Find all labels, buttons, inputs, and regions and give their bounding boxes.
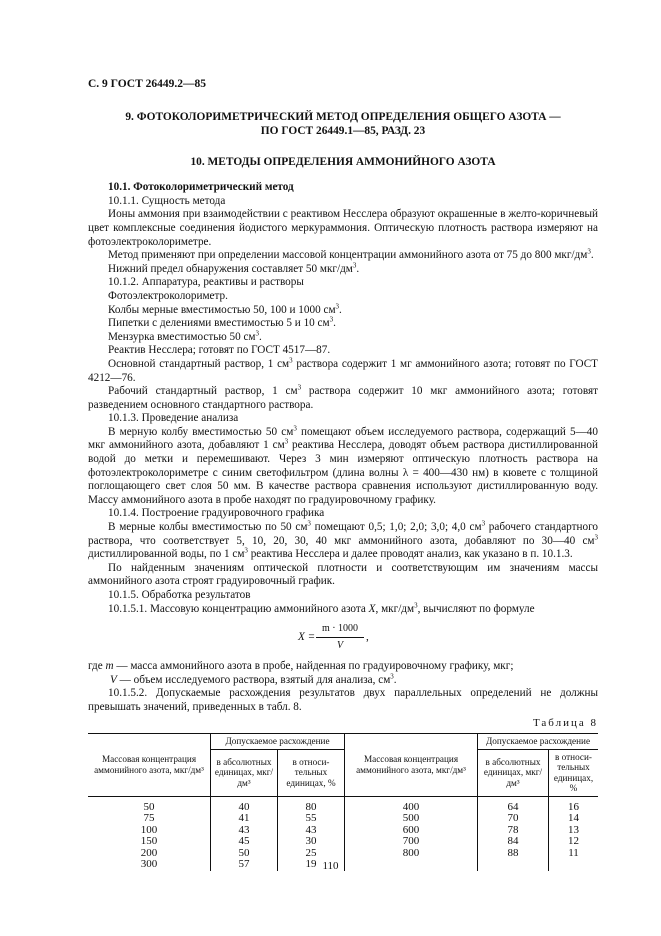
- header-absolute-right: в абсолютных единицах, мкг/дм³: [478, 749, 549, 796]
- where-v: V — объем исследуемого раствора, взятый для анализа, $см^3$.: [110, 672, 397, 686]
- header-relative-left: в относи-тельных единицах, %: [278, 749, 345, 796]
- header-concentration-left: Массовая концентрация аммонийного азота, мкг/дм³: [88, 734, 211, 797]
- formula-lhs: X =: [298, 631, 316, 644]
- table-row: 50 40 80 400 64 16: [88, 796, 598, 813]
- section-9-title-line-2: ПО ГОСТ 26449.1—85, РАЗД. 23: [260, 124, 426, 137]
- section-9-title-line-1: 9. ФОТОКОЛОРИМЕТРИЧЕСКИЙ МЕТОД ОПРЕДЕЛЕНИЯ ОБЩЕГО АЗОТА —: [125, 110, 561, 123]
- subsection-10-1-1: 10.1.1. Сущность метода: [108, 194, 226, 207]
- page-number: 110: [322, 860, 339, 872]
- tolerance-paragraph: 10.1.5.2. Допускаемые расхождения результатов двух параллельных определений не должны превышать значений, приведенных в табл. 8.: [88, 687, 598, 713]
- item-working-solution: Рабочий стандартный раствор, 1 $см^3$ раствора содержит 10 мкг аммонийного азота; готовят разведением основного стандартного раствора.: [88, 383, 598, 411]
- section-9-title: [88, 110, 598, 138]
- header-absolute-left: в абсолютных единицах, мкг/дм³: [211, 749, 278, 796]
- formula-numerator: m · 1000: [316, 622, 364, 638]
- analysis-paragraph: В мерную колбу вместимостью 50 $см^3$ помещают объем исследуемого раствора, содержащий 5—40 мкг аммонийного азота, добавляют 1 $см^3$ реактива Несслера, доводят объем раствора дистиллированной водой до метки и перемешивают. Через 3 мин измеряют оптическую плотность раствора на фотоэлектроколориметре с синим светофильтром (длина волны λ = 400—430 нм) в кювете с толщиной поглощающего свет слоя 50 мм. В качестве раствора сравнения используют дистиллированную воду. Массу аммонийного азота в пробе находят по градуировочному графику.: [88, 424, 598, 506]
- item-photocolorimeter: Фотоэлектроколориметр.: [108, 289, 228, 302]
- table-row: 300 57 19: [88, 859, 598, 871]
- table-row: 150 45 30 700 84 12: [88, 836, 598, 848]
- header-tolerance-left: Допускаемое расхождение: [211, 734, 345, 750]
- formula-comma: ,: [366, 631, 369, 644]
- item-nessler-reagent: Реактив Несслера; готовят по ГОСТ 4517—87.: [108, 344, 331, 357]
- item-flasks: Колбы мерные вместимостью 50, 100 и 1000 $см^3$.: [108, 301, 342, 316]
- subsection-10-1-4: 10.1.4. Построение градуировочного графика: [108, 507, 325, 520]
- item-stock-solution: Основной стандартный раствор, 1 $см^3$ раствора содержит 1 мг аммонийного азота; готовят по ГОСТ 4212—76.: [88, 356, 598, 384]
- principle-paragraph: Ионы аммония при взаимодействии с реактивом Несслера образуют окрашенные в желто-коричневый цвет комплексные соединения йодистого меркураммония. Оптическую плотность раствора измеряют на фотоэлектроколориметре.: [88, 208, 598, 248]
- where-m: где m — масса аммонийного азота в пробе, найденная по градуировочному графику, мкг;: [88, 660, 514, 673]
- detection-limit-paragraph: Нижний предел обнаружения составляет 50 мкг/$дм^3$.: [108, 261, 360, 275]
- range-paragraph: Метод применяют при определении массовой концентрации аммонийного азота от 75 до 800 мкг/$дм^3$.: [108, 247, 594, 262]
- header-tolerance-right: Допускаемое расхождение: [478, 734, 599, 750]
- section-10-title: 10. МЕТОДЫ ОПРЕДЕЛЕНИЯ АММОНИЙНОГО АЗОТА: [190, 155, 496, 168]
- table-row: 100 43 43 600 78 13: [88, 825, 598, 837]
- graph-paragraph: По найденным значениям оптической плотности и соответствующим им значениям массы аммонийного азота строят градуировочный график.: [88, 561, 598, 588]
- item-pipettes: Пипетки с делениями вместимостью 5 и 10 $см^3$.: [108, 315, 336, 330]
- formula-denominator: V: [336, 639, 344, 651]
- header-concentration-right: Массовая концентрация аммонийного азота, мкг/дм³: [345, 734, 478, 797]
- subsection-10-1: 10.1. Фотоколориметрический метод: [108, 181, 294, 194]
- header-relative-right: в относи-тельных единицах, %: [549, 749, 599, 796]
- table-caption: Таблица 8: [532, 716, 598, 729]
- page-header: С. 9 ГОСТ 26449.2—85: [88, 78, 207, 90]
- document-page: [88, 78, 598, 871]
- calibration-paragraph: В мерные колбы вместимостью по 50 $см^3$ помещают 0,5; 1,0; 2,0; 3,0; 4,0 $см^3$ рабочего стандартного раствора, что соответствует 5, 10, 20, 30, 40 мкг аммонийного азота, добавляют по 30—40 $см^3$ дистиллированной воды, по 1 $см^3$ реактива Несслера и далее проводят анализ, как указано в п. 10.1.3.: [88, 519, 599, 561]
- subsection-10-1-5: 10.1.5. Обработка результатов: [108, 589, 251, 601]
- subsection-10-1-3: 10.1.3. Проведение анализа: [108, 412, 239, 425]
- table-row: 75 41 55 500 70 14: [88, 813, 598, 825]
- concentration-formula: [88, 622, 598, 652]
- table-row: 200 50 25 800 88 11: [88, 848, 598, 860]
- table-8: [88, 733, 598, 871]
- calculation-paragraph: 10.1.5.1. Массовую концентрацию аммонийного азота X, мкг/$дм^3$, вычисляют по формуле: [108, 600, 535, 615]
- item-cylinder: Мензурка вместимостью 50 $см^3$.: [108, 328, 262, 343]
- subsection-10-1-2: 10.1.2. Аппаратура, реактивы и растворы: [108, 276, 304, 289]
- formula-fraction: [316, 622, 364, 652]
